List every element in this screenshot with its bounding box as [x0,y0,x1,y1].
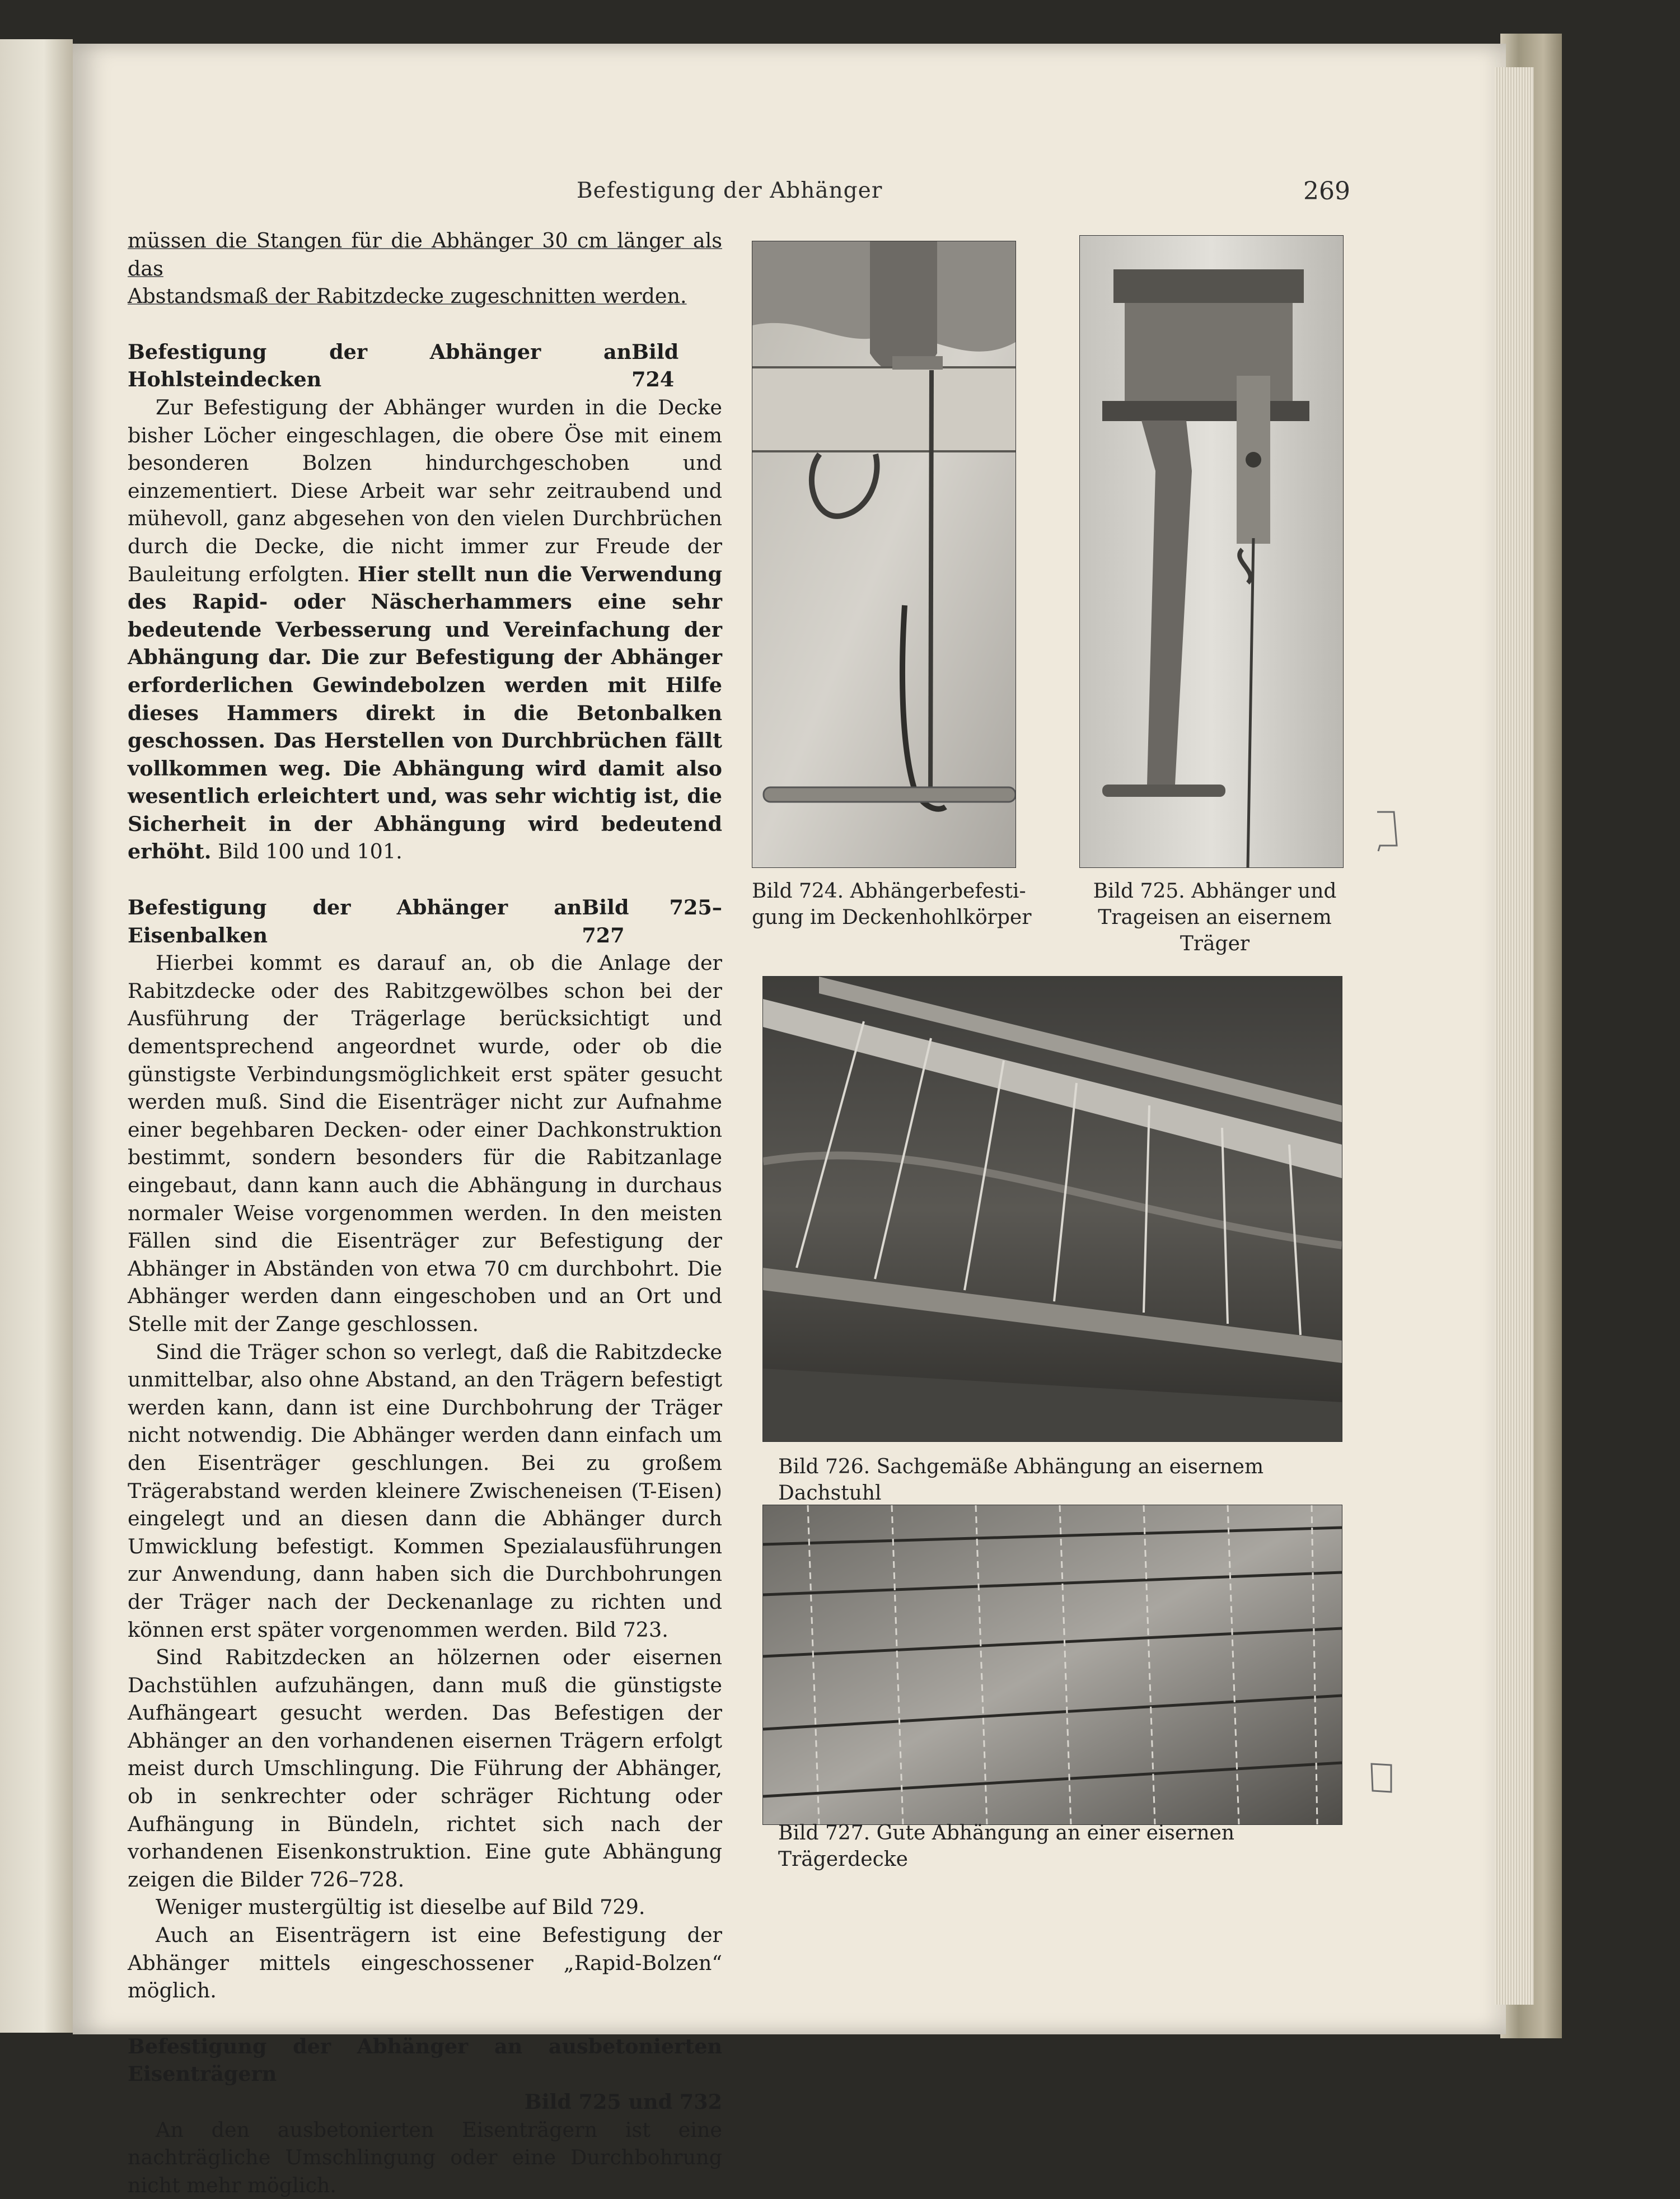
margin-pencil-mark [1366,1758,1400,1803]
section-figure-ref: Bild 725–727 [582,895,722,947]
body-paragraph: Auch an Eisenträgern ist eine Befestigung der Abhänger mittels eingeschossener „Rapid-Bolzen“ möglich. [128,1923,722,2003]
margin-pencil-mark [1372,806,1405,857]
facing-page-edge [0,39,73,2033]
section-heading-eisenbalken: Befestigung der Abhänger an Eisenbalken Bild 725–727 [128,894,722,949]
section-heading-hohlsteindecken: Befestigung der Abhänger an Hohlsteindecken Bild 724 [128,338,722,394]
intro-paragraph [128,227,722,310]
figure-724-photo [752,241,1016,868]
intro-line-2: Abstandsmaß der Rabitzdecke zugeschnitten werden. [128,284,687,309]
girder-ceiling-hanging-photo [763,1505,1342,1824]
figure-726-caption: Bild 726. Sachgemäße Abhängung an eisernem Dachstuhl [778,1455,1264,1505]
body-paragraph: Zur Befestigung der Abhänger wurden in die Decke bisher Löcher eingeschlagen, die obere Öse mit einem besonderen Bolzen hindurchgeschoben und einzementiert. Diese Arbeit war sehr zeitraubend und mühevoll, ganz abgesehen von den vielen Durchbrüchen durch die Decke, die nicht immer zur Freude der Bauleitung erfolgten. Hier stellt nun die Verwendung des Rapid- oder Näscherhammers eine sehr bedeutende Verbesserung und Vereinfachung der Abhängung dar. Die zur Befestigung der Abhänger erforderlichen Gewindebolzen werden mit Hilfe dieses Hammers direkt in die Betonbalken geschossen. Das Herstellen von Durchbrüchen fällt vollkommen weg. Die Abhängung wird damit also wesentlich erleichtert und, was sehr wichtig ist, die Sicherheit in der Abhängung wird bedeutend erhöht. Bild 100 und 101. [128,395,722,864]
figure-725-photo [1079,235,1344,868]
section-heading-ausbetoniert: Befestigung der Abhänger an ausbetonierten Eisenträgern Bild 725 und 732 [128,2033,722,2116]
body-paragraph: Sind Rabitzdecken an hölzernen oder eisernen Dachstühlen aufzuhängen, dann muß die günstigste Aufhängeart gesucht werden. Das Befestigen der Abhänger an den vorhandenen eisernen Trägern erfolgt meist durch Umschlingung. Die Führung der Abhänger, ob in senkrechter oder schräger Richtung oder Aufhängung in Bündeln, richtet sich nach der vorhandenen Eisenkonstruktion. Eine gute Abhängung zeigen die Bilder 726–728. [128,1645,722,1892]
body-paragraph: Hierbei kommt es darauf an, ob die Anlage der Rabitzdecke oder des Rabitzgewölbes schon bei der Ausführung der Trägerlage berücksichtigt und dementsprechend angeordnet wurde, oder ob die günstigste Verbindungsmöglichkeit erst später gesucht werden muß. Sind die Eisenträger nicht zur Aufnahme einer begehbaren Decken- oder einer Dachkonstruktion bestimmt, sondern besonders für die Rabitzanlage eingebaut, dann kann auch die Abhängung in durchaus normaler Weise vorgenommen werden. In den meisten Fällen sind die Eisenträger zur Befestigung der Abhänger in Abständen von etwa 70 cm durchbohrt. Die Abhänger werden dann eingeschoben und an Ort und Stelle mit der Zange geschlossen. [128,951,722,1336]
figure-726-photo [762,976,1342,1442]
running-header: Befestigung der Abhänger [577,178,883,203]
bold-passage: Hier stellt nun die Verwendung des Rapid- oder Näscherhammers eine sehr bedeutende Verbesserung und Vereinfachung der Abhängung dar. Die zur Befestigung der Abhänger erforderlichen Gewindebolzen werden mit Hilfe dieses Hammers direkt in die Betonbalken geschossen. Das Herstellen von Durchbrüchen fällt vollkommen weg. Die Abhängung wird damit also wesentlich erleichtert und, was sehr wichtig ist, die Sicherheit in der Abhängung wird bedeutend erhöht. [128,562,722,864]
figure-727-caption: Bild 727. Gute Abhängung an einer eisernen Trägerdecke [778,1822,1235,1871]
figure-725-caption: Bild 725. Abhänger und Trageisen an eisernem Träger [1093,880,1337,955]
intro-line-1: müssen die Stangen für die Abhänger 30 cm länger als das [128,228,722,281]
hanger-in-hollow-block-photo [752,241,1016,867]
page-block-edges [1495,67,1534,2005]
text-column [128,227,722,2199]
section-figure-ref: Bild 725 und 732 [524,2090,722,2114]
body-paragraph: Weniger mustergültig ist dieselbe auf Bild 729. [156,1895,645,1920]
body-paragraph: An den ausbetonierten Eisenträgern ist eine nachträgliche Umschlingung oder eine Durchbohrung nicht mehr möglich. [128,2117,722,2197]
hanger-and-support-iron-photo [1080,236,1343,867]
section-figure-ref: Bild 724 [631,339,679,392]
roof-truss-hanging-photo [763,977,1342,1441]
body-paragraph: Sind die Träger schon so verlegt, daß die Rabitzdecke unmittelbar, also ohne Abstand, an den Trägern befestigt werden kann, dann ist eine Durchbohrung der Träger nicht notwendig. Die Abhänger werden dann einfach um den Eisenträger geschlungen. Bei zu großem Trägerabstand werden kleinere Zwischeneisen (T-Eisen) eingelegt und an diesen dann die Abhänger durch Umwicklung befestigt. Kommen Spezialausführungen zur Anwendung, dann haben sich die Durchbohrungen der Träger nach der Deckenanlage zu richten und können erst später vorgenommen werden. Bild 723. [128,1339,722,1642]
page-number: 269 [1303,177,1350,206]
figure-727-photo [762,1505,1342,1825]
figure-724-caption: Bild 724. Abhängerbefesti- gung im Deckenhohlkörper [752,880,1032,929]
